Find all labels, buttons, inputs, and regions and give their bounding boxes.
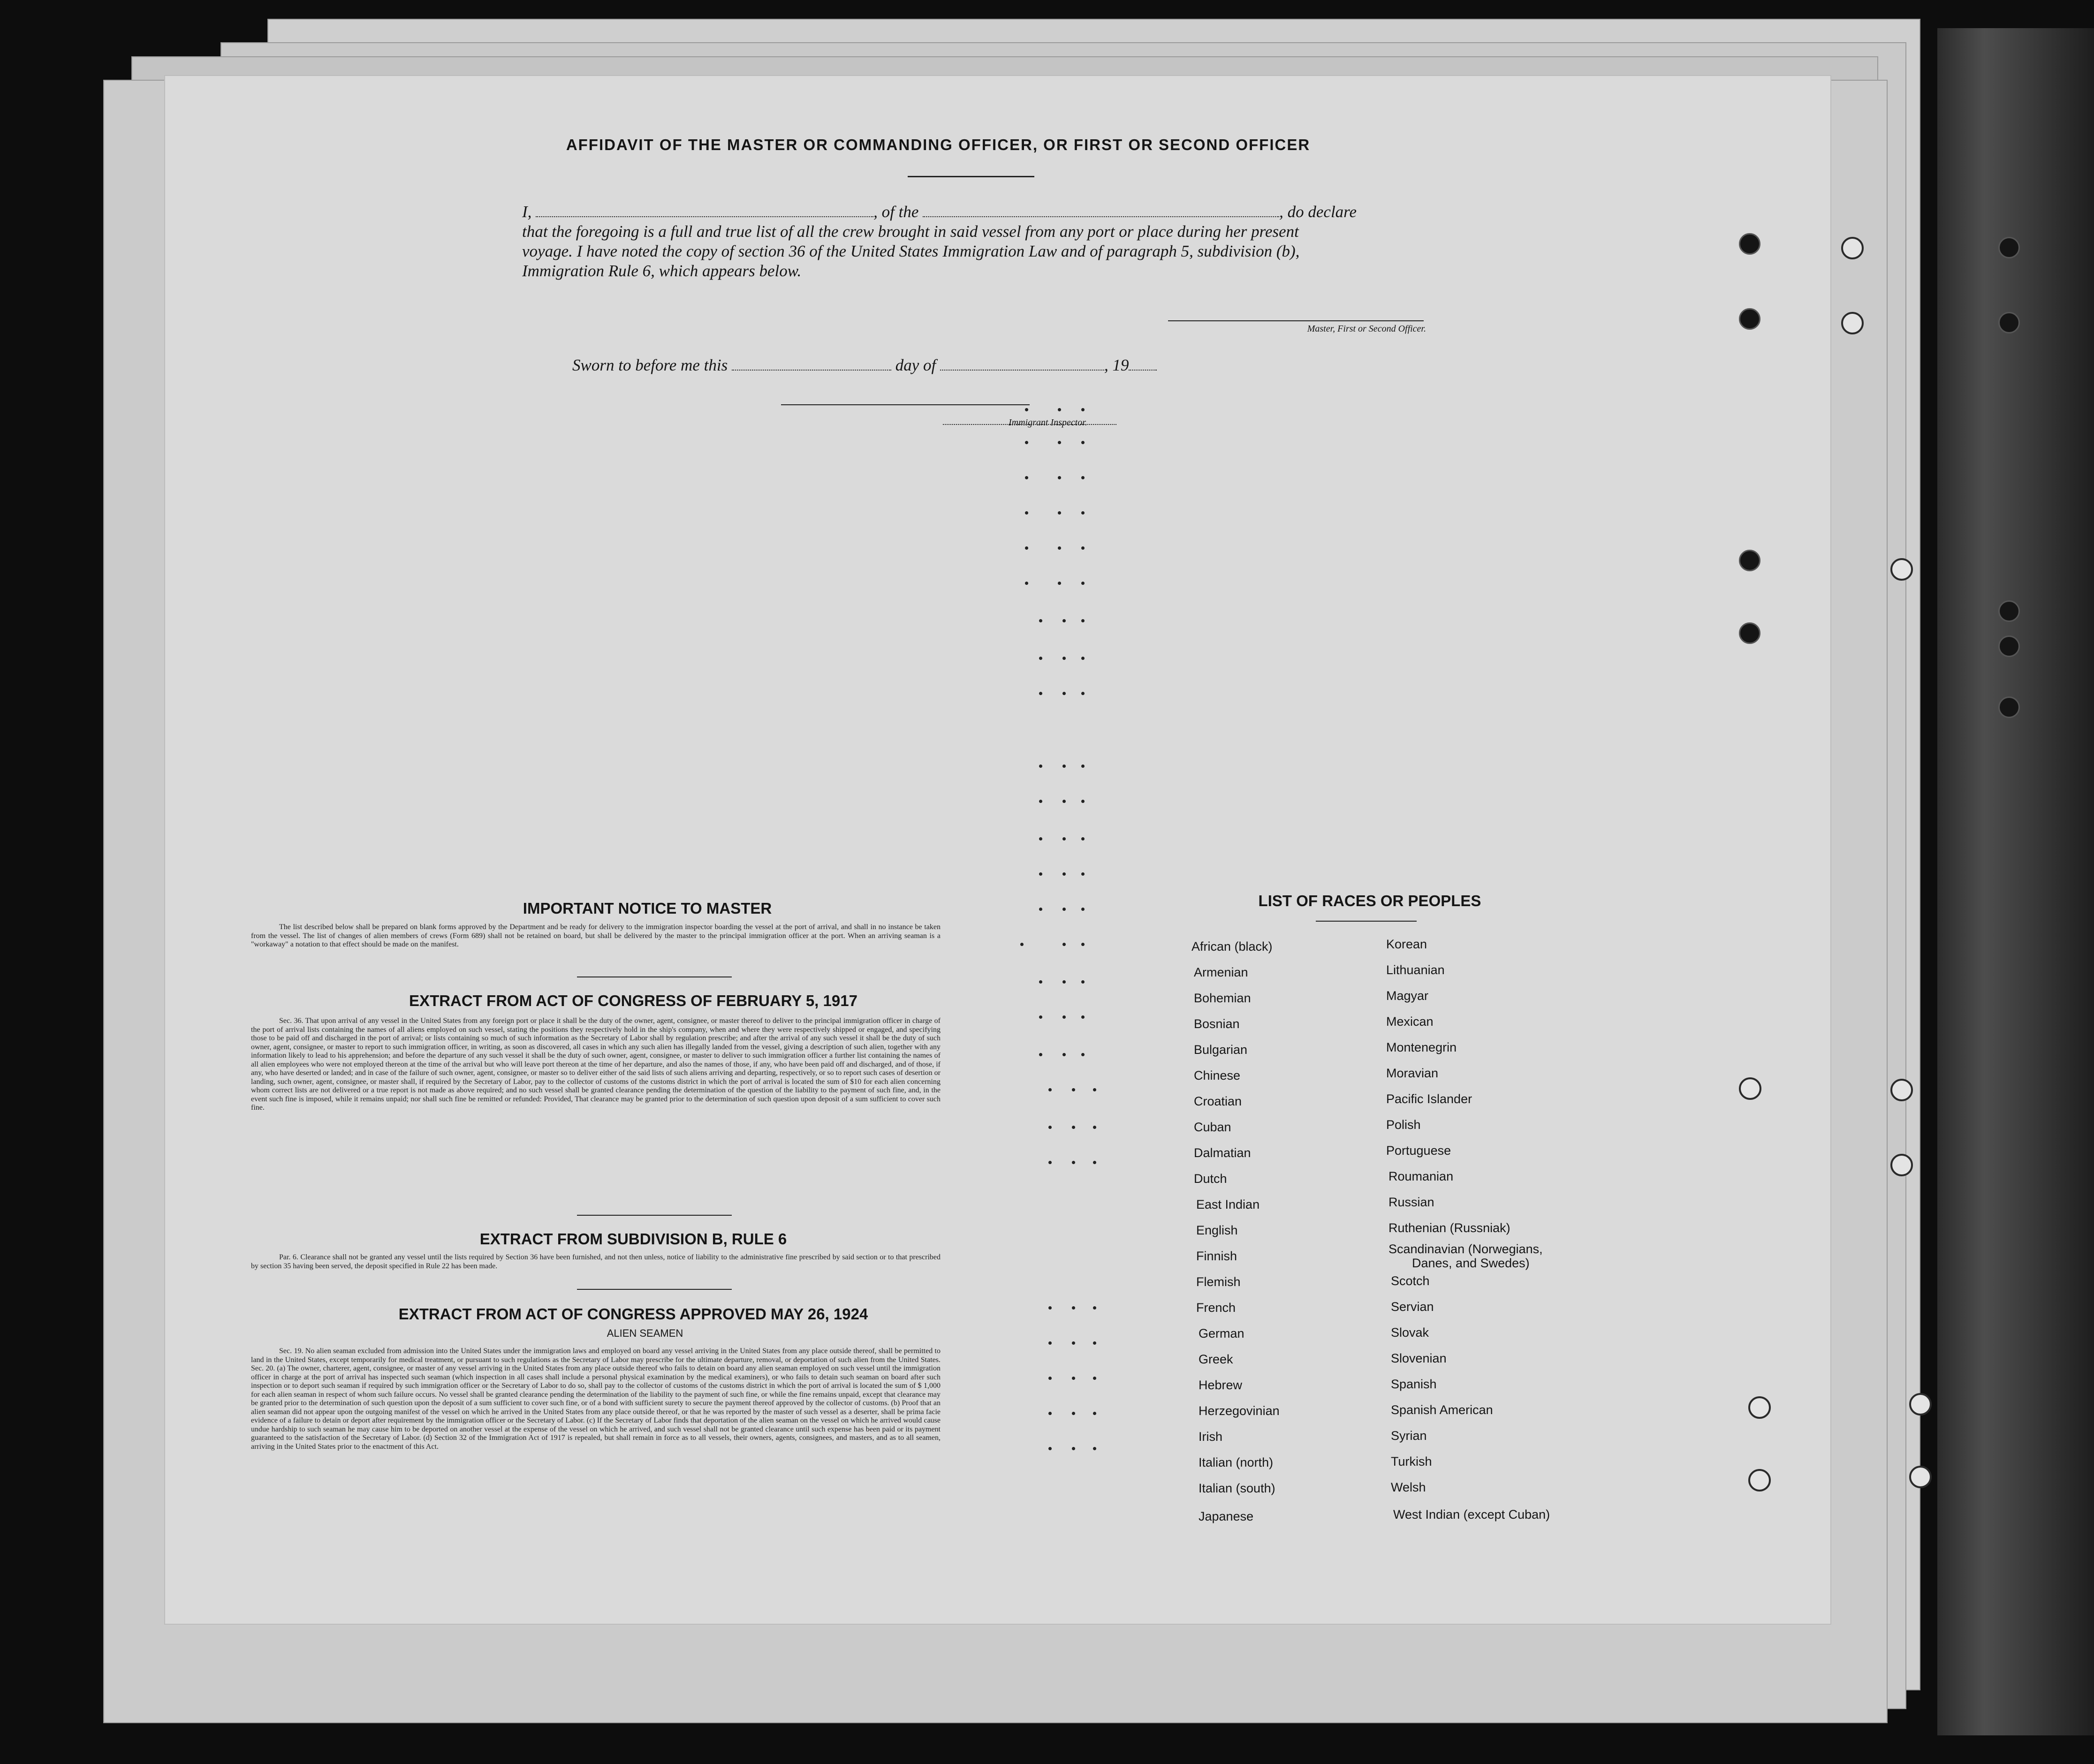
punch-hole [1890,558,1913,581]
affidavit-text-line: that the foregoing is a full and true list of all the crew brought in said vessel from any port or place during her present [522,222,1299,241]
notice-heading: IMPORTANT NOTICE TO MASTER [523,900,772,917]
sworn-day-field[interactable] [732,357,891,371]
punch-hole [1739,1077,1761,1100]
binder-hole [1998,697,2020,718]
race-item: Flemish [1196,1275,1241,1289]
affidavit-text-line: Immigration Rule 6, which appears below. [522,262,802,280]
races-divider [1316,921,1417,922]
punch-hole [1748,1396,1771,1419]
race-item: Ruthenian (Russniak) [1388,1221,1510,1235]
race-item: Spanish [1391,1377,1437,1391]
race-item: Italian (north) [1199,1455,1274,1469]
punch-hole [1739,233,1760,255]
race-item: Scotch [1391,1274,1430,1288]
sworn-year-field[interactable] [1129,357,1157,371]
race-item: Korean [1386,937,1427,951]
race-item: Danes, and Swedes) [1412,1256,1530,1270]
extract-1924-body: Sec. 19. No alien seaman excluded from admission into the United States under the immigration laws and employed on board any vessel arriving in the United States from any place outside thereof, shall be permitted to land in the United States, except temporarily for medical treatment, or pursuant to such regulations as the Secretary of Labor may prescribe for the ultimate departure, removal, or deportation of such alien from the United States. Sec. 20. (a) The owner, charterer, agent, consignee, or master of any vessel arriving in the United States from any place outside thereof who fails to detain on board any alien seaman employed on such vessel until the immigration officer in charge at the port of arrival has inspected such seaman (which inspection in all cases shall include a personal physical examination by the medical examiners), or who fails to detain such seaman on board after such inspection or to deport such seaman if required by such immigration officer or the Secretary of Labor to do so, shall pay to the collector of customs of the customs district in which the port of arrival is located the sum of $ 1,000 for each alien seaman in respect of whom such failure occurs. No vessel shall be granted clearance pending the determination of the liability to the payment of such fine, or while the fine remains unpaid, except that clearance may be granted prior to the determination of such question upon the deposit of a sum sufficient to cover such fine, or of a bond with sufficient surety to secure the payment thereof approved by the collector of customs. (b) Proof that an alien seaman did not appear upon the outgoing manifest of the vessel on which he arrived in the United States from any place outside thereof, or that he was reported by the master of such vessel as a deserter, shall be prima facie evidence of a failure to detain or deport after requirement by the immigration officer or the Secretary of Labor. (c) If the Secretary of Labor finds that deportation of the alien seaman on the vessel on which he arrived would cause undue hardship to such seaman he may cause him to be deported on another vessel at the expense of the vessel on which he arrived, and such vessel shall not be granted clearance until such expense has been paid or its payment guaranteed to the satisfaction of the Secretary of Labor. (d) Section 32 of the Immigration Act of 1917 is repealed, but shall remain in force as to all vessels, their owners, agents, consignees, and masters, and as to all seamen, arriving in the United States prior to the enactment of this Act. [251,1347,941,1451]
signature-line[interactable] [1168,320,1424,321]
affidavit-title: AFFIDAVIT OF THE MASTER OR COMMANDING OFFICER, OR FIRST OR SECOND OFFICER [566,136,1311,153]
section-divider [577,1215,732,1216]
race-item: Italian (south) [1199,1481,1275,1495]
race-item: Portuguese [1386,1143,1451,1158]
race-item: Chinese [1194,1068,1241,1083]
subdivision-body: Par. 6. Clearance shall not be granted any vessel until the lists required by Section 36 have been furnished, and not then unless, notice of liability to the administrative fine prescribed by said section or to that prescribed by section 35 having been served, the deposit specified in Rule 22 has been made. [251,1253,941,1270]
extract-1917-heading: EXTRACT FROM ACT OF CONGRESS OF FEBRUARY 5, 1917 [409,992,857,1009]
inspector-signature-line[interactable] [781,404,1030,405]
race-item: Cuban [1194,1120,1231,1134]
race-item: Japanese [1199,1509,1254,1523]
race-item: Lithuanian [1386,963,1445,977]
inspector-caption: Immigrant Inspector. [1009,417,1087,428]
binder-edge [1937,28,2094,1735]
binder-hole [1998,600,2020,622]
vessel-label: , of the [873,203,919,221]
extract-1917-body: Sec. 36. That upon arrival of any vessel in the United States from any foreign port or place it shall be the duty of the owner, agent, consignee, or master thereof to deliver to the principal immigration officer in charge of the port of arrival lists containing the names of all aliens employed on such vessel, stating the positions they respectively hold in the ship's company, when and where they were respectively shipped or engaged, and specifying those to be paid off and discharged in the port of arrival; or lists containing so much of such information as the Secretary of Labor shall by regulation prescribe; and after the arrival of any such vessel it shall be the duty of such owner, agent, consignee, or master to report to such immigration officer, in writing, as soon as discovered, all cases in which any such alien has illegally landed from the vessel, giving a description of such alien, together with any information likely to lead to his apprehension; and before the departure of any such vessel it shall be the duty of such owner, agent, consignee, or master to deliver to such immigration officer a further list containing the names of all alien employees who were not employed thereon at the time of the arrival but who will leave port thereon at the time of her departure, and also the names of those, if any, who have been paid off and discharged, and of those, if any, who have deserted or landed; and in case of the failure of such owner, agent, consignee, or master so to deliver either of the said lists of such aliens arriving and departing, respectively, or so to report such cases of desertion or landing, such owner, agent, consignee, or master shall, if required by the Secretary of Labor, pay to the collector of customs of the customs district in which the port of arrival is located the sum of $10 for each alien concerning whom correct lists are not delivered or a true report is not made as above required; and no such vessel shall be granted clearance pending the determination of the question of the liability to the payment of such fine, and, in the event such fine is imposed, while it remains unpaid; nor shall such fine be remitted or refunded: Provided, That clearance may be granted prior to the determination of such question upon deposit of a sum sufficient to cover such fine. [251,1017,941,1112]
race-item: English [1196,1223,1238,1237]
race-item: Armenian [1194,965,1248,979]
title-divider [908,176,1034,177]
extract-1924-heading: EXTRACT FROM ACT OF CONGRESS APPROVED MAY 26, 1924 [398,1305,868,1323]
race-item: West Indian (except Cuban) [1393,1507,1550,1522]
notice-body: The list described below shall be prepared on blank forms approved by the Department and be ready for delivery to the immigration inspector boarding the vessel at the port of arrival, and shall in no instance be taken from the vessel. The list of changes of alien members of crews (Form 689) shall not be retained on board, but shall be delivered by the master to the principal immigration officer at the port. When an arriving seaman is a "workaway" a notation to that effect should be made on the manifest. [251,923,941,948]
sworn-line [572,355,1229,376]
race-item: Hebrew [1199,1378,1243,1392]
day-of-label: day of [895,356,936,374]
year-label: , 19 [1104,356,1129,374]
race-item: East Indian [1196,1197,1260,1211]
race-item: Herzegovinian [1199,1404,1280,1418]
affidavit-text-line: voyage. I have noted the copy of section 36 of the United States Immigration Law and of paragraph 5, subdivision (b), [522,242,1300,260]
punch-hole [1909,1466,1932,1488]
race-item: Pacific Islander [1386,1092,1472,1106]
race-item: Turkish [1391,1454,1432,1469]
section-divider [577,1289,732,1290]
sworn-label: Sworn to before me this [572,356,728,374]
affidavit-declaration-line [522,202,1427,222]
races-heading: LIST OF RACES OR PEOPLES [1258,892,1481,909]
race-item: Spanish American [1391,1403,1493,1417]
race-item: Finnish [1196,1249,1237,1263]
signature-caption: Master, First or Second Officer. [1307,324,1426,334]
race-item: Russian [1388,1195,1434,1209]
race-item: Scandinavian (Norwegians, [1388,1242,1543,1256]
punch-hole [1739,308,1760,330]
race-item: Servian [1391,1300,1434,1314]
race-item: German [1199,1326,1244,1340]
race-item: Syrian [1391,1429,1427,1443]
race-item: Mexican [1386,1014,1434,1029]
race-item: Magyar [1386,989,1429,1003]
punch-hole [1841,237,1864,259]
race-item: Dalmatian [1194,1146,1251,1160]
punch-hole [1739,622,1760,644]
race-item: Montenegrin [1386,1040,1457,1054]
binder-hole [1998,636,2020,657]
race-item: Slovak [1391,1325,1429,1340]
punch-hole [1748,1469,1771,1491]
race-item: French [1196,1301,1236,1315]
race-item: Welsh [1391,1480,1426,1494]
race-item: Slovenian [1391,1351,1447,1365]
punch-hole [1739,550,1760,571]
race-item: Moravian [1386,1066,1439,1080]
punch-hole [1890,1079,1913,1101]
race-item: Greek [1199,1352,1233,1366]
punch-hole [1890,1154,1913,1176]
punch-hole [1841,312,1864,334]
subdivision-heading: EXTRACT FROM SUBDIVISION B, RULE 6 [479,1230,787,1248]
declare-label: , do declare [1279,203,1357,221]
binder-hole [1998,237,2020,258]
race-item: Dutch [1194,1172,1227,1186]
race-item: Roumanian [1388,1169,1454,1183]
race-item: Polish [1386,1118,1421,1132]
race-item: Bosnian [1194,1017,1240,1031]
punch-hole [1909,1393,1932,1416]
declarant-label: I, [522,203,532,221]
race-item: Bohemian [1194,991,1251,1005]
declarant-name-field[interactable] [536,204,873,217]
vessel-name-field[interactable] [923,204,1279,217]
sworn-month-field[interactable] [940,357,1104,371]
race-item: Croatian [1194,1094,1242,1108]
race-item: Irish [1199,1430,1223,1444]
race-item: African (black) [1191,939,1273,954]
alien-seamen-subheading: ALIEN SEAMEN [607,1327,683,1339]
binder-hole [1998,312,2020,333]
race-item: Bulgarian [1194,1043,1248,1057]
